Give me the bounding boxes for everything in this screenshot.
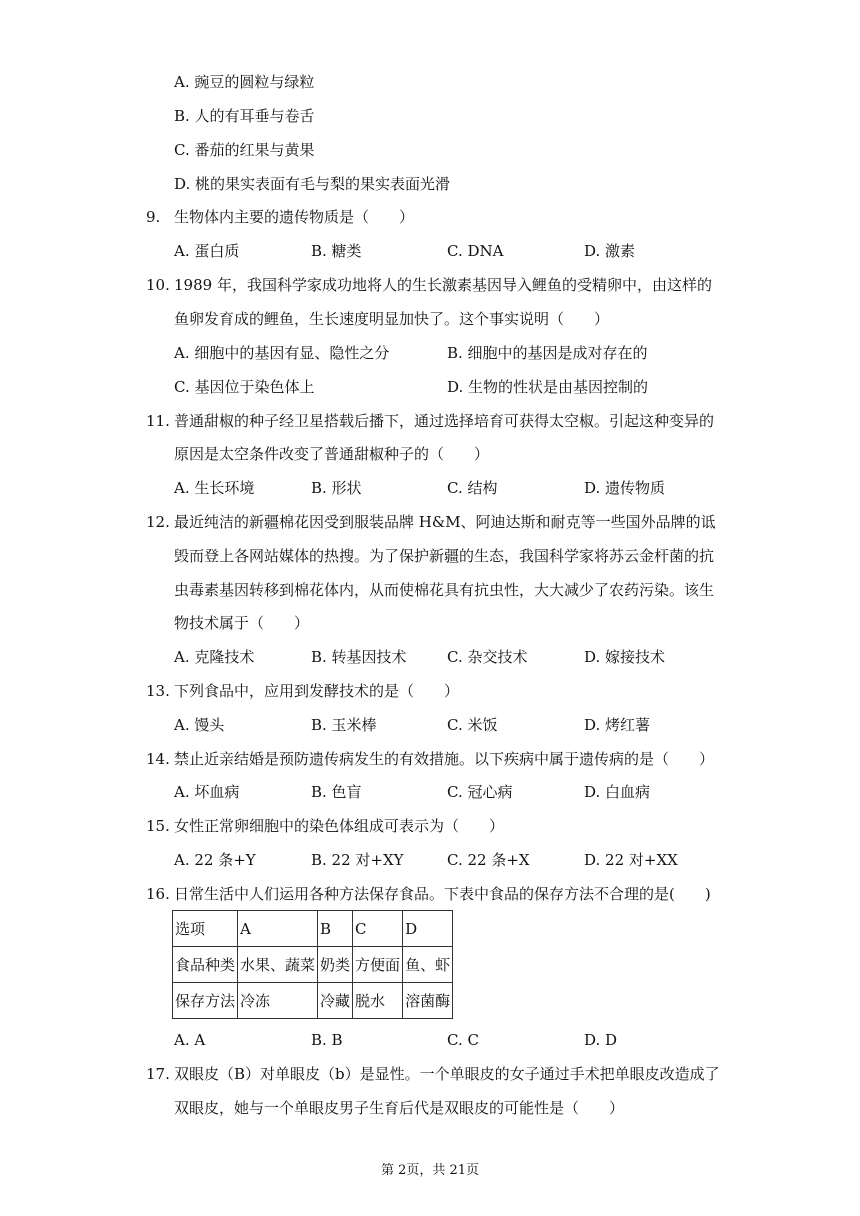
q15-option-b: B. 22 对+XY bbox=[311, 851, 404, 869]
q16-option-d: D. D bbox=[584, 1031, 618, 1049]
q11-stem-line1: 普通甜椒的种子经卫星搭载后播下，通过选择培育可获得太空椒。引起这种变异的 bbox=[174, 412, 715, 430]
q13-option-d: D. 烤红薯 bbox=[584, 716, 651, 734]
table-cell: 保存方法 bbox=[173, 983, 238, 1019]
q8-option-b: B. 人的有耳垂与卷舌 bbox=[174, 107, 315, 125]
q17-stem-line2: 双眼皮，她与一个单眼皮男子生育后代是双眼皮的可能性是（ ） bbox=[174, 1099, 625, 1117]
q10-option-d: D. 生物的性状是由基因控制的 bbox=[447, 378, 649, 396]
q16-option-c: C. C bbox=[447, 1031, 479, 1049]
q16-number: 16. bbox=[146, 885, 170, 903]
table-cell: 方便面 bbox=[353, 947, 403, 983]
q17-stem-line1: 双眼皮（B）对单眼皮（b）是显性。一个单眼皮的女子通过手术把单眼皮改造成了 bbox=[174, 1065, 720, 1083]
q12-option-c: C. 杂交技术 bbox=[447, 648, 528, 666]
q14-option-b: B. 色盲 bbox=[311, 783, 362, 801]
q12-stem-line1: 最近纯洁的新疆棉花因受到服装品牌 H&M、阿迪达斯和耐克等一些国外品牌的诋 bbox=[174, 513, 716, 531]
table-cell: D bbox=[403, 911, 453, 947]
q13-number: 13. bbox=[146, 682, 170, 700]
q12-option-b: B. 转基因技术 bbox=[311, 648, 407, 666]
table-cell: 冷藏 bbox=[318, 983, 353, 1019]
q11-option-c: C. 结构 bbox=[447, 479, 498, 497]
table-cell: 鱼、虾 bbox=[403, 947, 453, 983]
q11-number: 11. bbox=[146, 412, 170, 430]
q10-stem-line2: 鱼卵发育成的鲤鱼，生长速度明显加快了。这个事实说明（ ） bbox=[174, 310, 610, 328]
q14-stem: 禁止近亲结婚是预防遗传病发生的有效措施。以下疾病中属于遗传病的是（ ） bbox=[174, 750, 715, 768]
q11-option-d: D. 遗传物质 bbox=[584, 479, 666, 497]
q16-option-a: A. A bbox=[174, 1031, 206, 1049]
q10-option-c: C. 基因位于染色体上 bbox=[174, 378, 315, 396]
q8-option-a: A. 豌豆的圆粒与绿粒 bbox=[174, 73, 315, 91]
q12-stem-line4: 物技术属于（ ） bbox=[174, 614, 310, 632]
table-cell: 水果、蔬菜 bbox=[238, 947, 318, 983]
table-cell: 溶菌酶 bbox=[403, 983, 453, 1019]
q17-number: 17. bbox=[146, 1065, 170, 1083]
q10-stem-line1: 1989 年，我国科学家成功地将人的生长激素基因导入鲤鱼的受精卵中，由这样的 bbox=[174, 276, 712, 294]
q15-option-c: C. 22 条+X bbox=[447, 851, 530, 869]
q9-option-a: A. 蛋白质 bbox=[174, 242, 240, 260]
q15-option-a: A. 22 条+Y bbox=[174, 851, 256, 869]
table-row bbox=[173, 947, 453, 983]
q15-stem: 女性正常卵细胞中的染色体组成可表示为（ ） bbox=[174, 817, 505, 835]
q13-option-c: C. 米饭 bbox=[447, 716, 498, 734]
table-cell: A bbox=[238, 911, 318, 947]
q11-stem-line2: 原因是太空条件改变了普通甜椒种子的（ ） bbox=[174, 445, 490, 463]
q9-option-c: C. DNA bbox=[447, 242, 504, 260]
q10-option-a: A. 细胞中的基因有显、隐性之分 bbox=[174, 344, 390, 362]
q10-option-b: B. 细胞中的基因是成对存在的 bbox=[447, 344, 648, 362]
q15-number: 15. bbox=[146, 817, 170, 835]
q8-option-d: D. 桃的果实表面有毛与梨的果实表面光滑 bbox=[174, 175, 451, 193]
table-cell: 食品种类 bbox=[173, 947, 238, 983]
q9-stem: 生物体内主要的遗传物质是（ ） bbox=[174, 208, 415, 226]
table-row bbox=[173, 983, 453, 1019]
q15-option-d: D. 22 对+XX bbox=[584, 851, 678, 869]
q13-option-a: A. 馒头 bbox=[174, 716, 225, 734]
q14-option-c: C. 冠心病 bbox=[447, 783, 513, 801]
q13-option-b: B. 玉米棒 bbox=[311, 716, 377, 734]
q12-stem-line2: 毁而登上各网站媒体的热搜。为了保护新疆的生态，我国科学家将苏云金杆菌的抗 bbox=[174, 547, 715, 565]
q12-stem-line3: 虫毒素基因转移到棉花体内，从而使棉花具有抗虫性，大大减少了农药污染。该生 bbox=[174, 581, 715, 599]
q8-option-c: C. 番茄的红果与黄果 bbox=[174, 141, 315, 159]
q11-option-b: B. 形状 bbox=[311, 479, 362, 497]
q10-number: 10. bbox=[146, 276, 170, 294]
table-cell: 冷冻 bbox=[238, 983, 318, 1019]
q9-option-d: D. 激素 bbox=[584, 242, 636, 260]
table-cell: 奶类 bbox=[318, 947, 353, 983]
table-cell: 脱水 bbox=[353, 983, 403, 1019]
q14-number: 14. bbox=[146, 750, 170, 768]
q13-stem: 下列食品中，应用到发酵技术的是（ ） bbox=[174, 682, 460, 700]
q11-option-a: A. 生长环境 bbox=[174, 479, 255, 497]
food-storage-table bbox=[172, 910, 453, 1019]
table-row bbox=[173, 911, 453, 947]
q12-option-d: D. 嫁接技术 bbox=[584, 648, 666, 666]
q16-stem: 日常生活中人们运用各种方法保存食品。下表中食品的保存方法不合理的是( ) bbox=[174, 885, 711, 903]
q9-number: 9. bbox=[146, 208, 161, 226]
q12-number: 12. bbox=[146, 513, 170, 531]
table-cell: B bbox=[318, 911, 353, 947]
q16-option-b: B. B bbox=[311, 1031, 343, 1049]
page-footer: 第 2页，共 21页 bbox=[380, 1163, 480, 1178]
q14-option-a: A. 坏血病 bbox=[174, 783, 240, 801]
table-cell: 选项 bbox=[173, 911, 238, 947]
q9-option-b: B. 糖类 bbox=[311, 242, 362, 260]
q14-option-d: D. 白血病 bbox=[584, 783, 651, 801]
table-cell: C bbox=[353, 911, 403, 947]
q12-option-a: A. 克隆技术 bbox=[174, 648, 255, 666]
